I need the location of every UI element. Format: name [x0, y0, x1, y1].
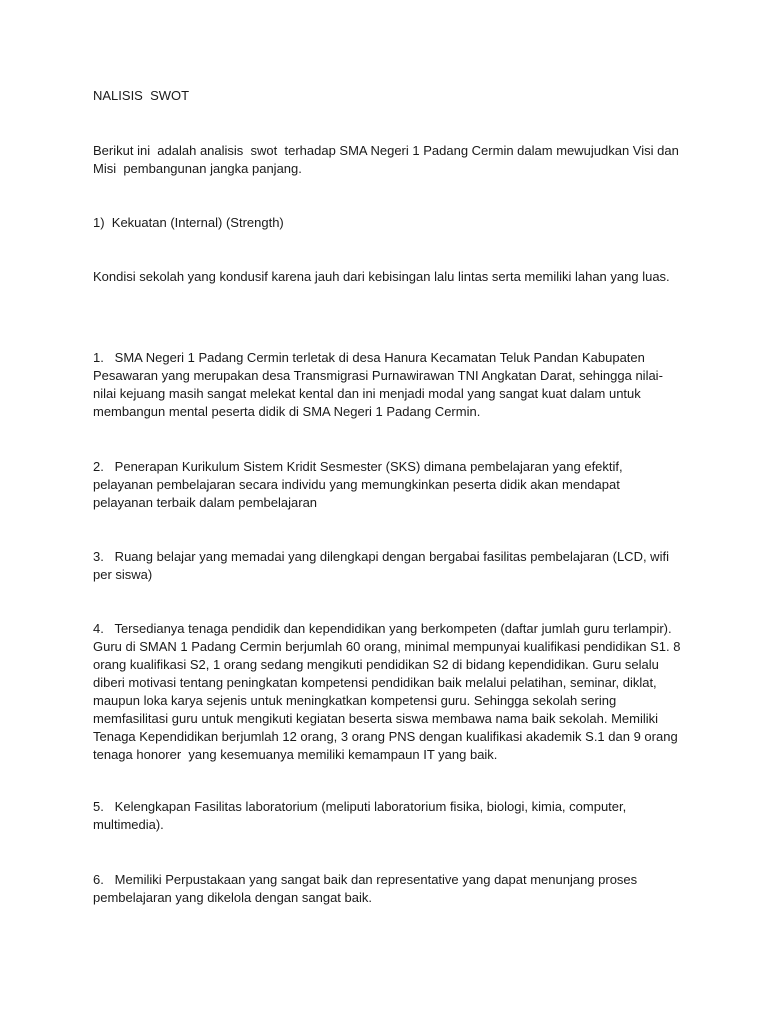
list-item: 6. Memiliki Perpustakaan yang sangat baik dan representative yang dapat menunjang proses pembelajaran yang dikelola dengan sangat baik. — [93, 872, 641, 905]
list-item: 2. Penerapan Kurikulum Sistem Kridit Sesmester (SKS) dimana pembelajaran yang efektif, pelayanan pembelajaran secara individu yang memungkinkan peserta didik akan mendapat pelayanan terbaik dalam pembelajaran — [93, 459, 627, 510]
list-item: 3. Ruang belajar yang memadai yang dilengkapi dengan bergabai fasilitas pembelajaran (LCD, wifi per siswa) — [93, 549, 673, 582]
section-heading: 1) Kekuatan (Internal) (Strength) — [93, 215, 284, 230]
document-title: NALISIS SWOT — [93, 88, 190, 103]
intro-paragraph: Berikut ini adalah analisis swot terhadap SMA Negeri 1 Padang Cermin dalam mewujudkan Visi dan Misi pembangunan jangka panjang. — [93, 143, 683, 176]
summary-paragraph: Kondisi sekolah yang kondusif karena jauh dari kebisingan lalu lintas serta memiliki lahan yang luas. — [93, 269, 670, 284]
list-item: 1. SMA Negeri 1 Padang Cermin terletak di desa Hanura Kecamatan Teluk Pandan Kabupaten Pesawaran yang merupakan desa Transmigrasi Purnawirawan TNI Angkatan Darat, sehingga nilai-nilai kejuang masih sangat melekat kental dan ini menjadi modal yang sangat kuat dalam untuk membangun mental peserta didik di SMA Negeri 1 Padang Cermin. — [93, 350, 663, 419]
list-item: 4. Tersedianya tenaga pendidik dan kependidikan yang berkompeten (daftar jumlah guru terlampir). Guru di SMAN 1 Padang Cermin berjumlah 60 orang, minimal mempunyai kualifikasi pendidikan S1. 8 orang kualifikasi S2, 1 orang sedang mengikuti pendidikan S2 di bidang kependidikan. Guru selalu diberi motivasi tentang peningkatan kompetensi pendidikan baik melalui pelatihan, seminar, diklat, maupun loka karya sejenis untuk meningkatkan kompetensi guru. Sehingga sekolah sering memfasilitasi guru untuk mengikuti kegiatan beserta siswa membawa nama baik sekolah. Memiliki Tenaga Kependidikan berjumlah 12 orang, 3 orang PNS dengan kualifikasi akademik S.1 dan 9 orang tenaga honorer yang kesemuanya memiliki kemampaun IT yang baik. — [93, 621, 685, 762]
list-item: 5. Kelengkapan Fasilitas laboratorium (meliputi laboratorium fisika, biologi, kimia, computer, multimedia). — [93, 799, 630, 832]
